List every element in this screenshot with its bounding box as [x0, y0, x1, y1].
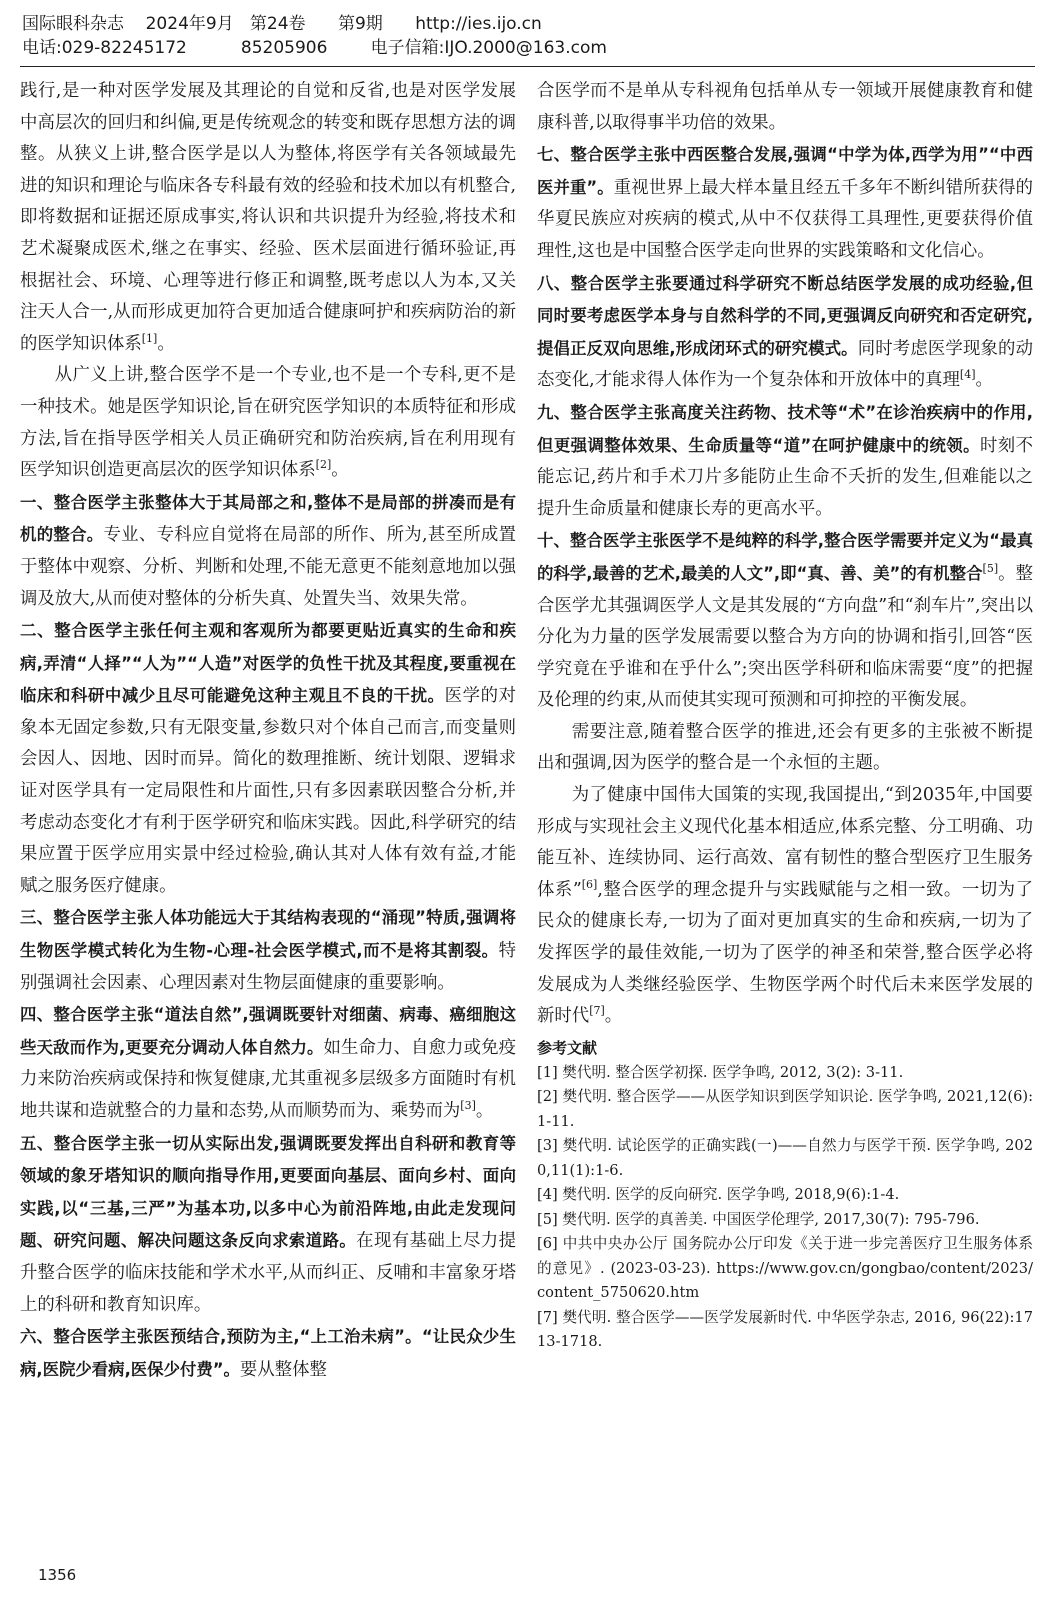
citation-2[interactable]: [2]: [315, 458, 332, 472]
principle-6: [20, 1321, 516, 1386]
note-paragraph: 需要注意,随着整合医学的推进,还会有更多的主张被不断提出和强调,因为医学的整合是一个永恒的主题。: [537, 721, 1033, 774]
principle-heading: 七、整合医学主张中西医整合发展,强调“中学为体,西学为用”“中西医并重”。: [537, 145, 1033, 197]
principle-10: [537, 525, 1033, 717]
principle-text: 在现有基础上尽力提升整合医学的临床技能和学术水平,从而纠正、反哺和丰富象牙塔上的科研和教育知识库。: [20, 1231, 516, 1315]
principle-heading: 八、整合医学主张要通过科学研究不断总结医学发展的成功经验,但同时要考虑医学本身与自然科学的不同,更强调反向研究和否定研究,提倡正反双向思维,形成闭环式的研究模式。: [537, 273, 1033, 358]
reference-item: [3] 樊代明. 试论医学的正确实践(一)——自然力与医学干预. 医学争鸣, 2020,11(1):1-6.: [537, 1137, 1033, 1179]
citation-1[interactable]: [1]: [141, 331, 158, 345]
principle-2: [20, 615, 516, 902]
page-number: 1356: [38, 1566, 77, 1584]
principle-4: [20, 999, 516, 1127]
paragraph-text: 从广义上讲,整合医学不是一个专业,也不是一个专科,更不是一种技术。她是医学知识论,旨在研究医学知识的本质特征和形成方法,旨在指导医学相关人员正确研究和防治疾病,旨在利用现有医学知识创造更高层次的医学知识体系: [20, 365, 516, 481]
principle-text: 。整合医学尤其强调医学人文是其发展的“方向盘”和“刹车片”,突出以分化为力量的医学发展需要以整合为方向的协调和指引,回答“医学究竟在乎谁和在乎什么”;突出医学科研和临床需要“度”的把握及伦理的约束,从而使其实现可预测和可抑控的平衡发展。: [537, 563, 1033, 711]
principle-heading: 三、整合医学主张人体功能远大于其结构表现的“涌现”特质,强调将生物医学模式转化为生物-心理-社会医学模式,而不是将其割裂。: [20, 908, 516, 961]
principle-heading: 四、整合医学主张“道法自然”,强调既要针对细菌、病毒、癌细胞这些天敌而作为,更要充分调动人体自然力。: [20, 1005, 516, 1057]
punctuation: 。: [475, 1101, 494, 1121]
narrow-sense-paragraph: [20, 76, 516, 360]
citation-4[interactable]: [4]: [959, 368, 976, 382]
punctuation: 。: [975, 370, 993, 391]
journal-header: [22, 12, 1032, 60]
paragraph-text: 为了健康中国伟大国策的实现,我国提出,“到2035年,中国要形成与实现社会主义现代化基本相适应,体系完整、分工明确、功能互补、连续协同、运行高效、富有韧性的整合型医疗卫生服务体系”: [537, 785, 1033, 900]
principle-heading: 五、整合医学主张一切从实际出发,强调既要发挥出自科研和教育等领域的象牙塔知识的顺向指导作用,更要面向基层、面向乡村、面向实践,以“三基,三严”为基本功,以多中心为前沿阵地,由此走发现问题、研究问题、解决问题这条反向求索道路。: [20, 1133, 516, 1251]
conclusion-paragraph: [537, 780, 1033, 1033]
principle-text: 要从整体整: [239, 1359, 327, 1380]
principle-5: [20, 1128, 516, 1322]
header-journal-line: 国际眼科杂志 2024年9月 第24卷 第9期 http://ies.ijo.cn: [22, 14, 542, 34]
principle-3: [20, 902, 516, 999]
principle-text: 如生命力、自愈力或免疫力来防治疾病或保持和恢复健康,尤其重视多层级多方面随时有机地共谋和造就整合的力量和态势,从而顺势而为、乘势而为: [20, 1037, 516, 1121]
principle-8: [537, 268, 1033, 397]
punctuation: 。: [604, 1006, 623, 1027]
principle-9: [537, 397, 1033, 525]
reference-item: [1] 樊代明. 整合医学初探. 医学争鸣, 2012, 3(2): 3-11.: [537, 1063, 904, 1081]
broad-sense-paragraph: [20, 360, 516, 486]
punctuation: 。: [331, 460, 349, 481]
paragraph-text: ,整合医学的理念提升与实践赋能与之相一致。一切为了民众的健康长寿,一切为了面对更加真实的生命和疾病,一切为了发挥医学的最佳效能,一切为了医学的神圣和荣誉,整合医学必将发展成为人类继经验医学、生物医学两个时代后未来医学发展的新时代: [537, 879, 1033, 1027]
principle-heading: 二、整合医学主张任何主观和客观所为都要更贴近真实的生命和疾病,弄清“人择”“人为”“人造”对医学的负性干扰及其程度,要重视在临床和科研中减少且尽可能避免这种主观且不良的干扰。: [20, 621, 516, 706]
left-column: [20, 76, 516, 1386]
principle-text: 重视世界上最大样本量且经五千多年不断纠错所获得的华夏民族应对疾病的模式,从中不仅获得工具理性,更要获得价值理性,这也是中国整合医学走向世界的实践策略和文化信心。: [537, 177, 1033, 261]
principle-text: 专业、专科应自觉将在局部的所作、所为,甚至所成置于整体中观察、分析、判断和处理,不能无意更不能刻意地加以强调及放大,从而使对整体的分析失真、处置失当、效果失常。: [20, 525, 517, 609]
principle-6-continued: 合医学而不是单从专科视角包括单从专一领域开展健康教育和健康科普,以取得事半功倍的效果。: [537, 81, 1033, 133]
principle-1: [20, 487, 516, 615]
reference-item: [5] 樊代明. 医学的真善美. 中国医学伦理学, 2017,30(7): 795-796.: [537, 1210, 980, 1228]
paragraph-text: 践行,是一种对医学发展及其理论的自觉和反省,也是对医学发展中高层次的回归和纠偏,更是传统观念的转变和既存思想方法的调整。从狭义上讲,整合医学是以人为整体,将医学有关各领域最先进的知识和理论与临床各专科最有效的经验和技术加以有机整合,即将数据和证据还原成事实,将认识和共识提升为经验,将技术和艺术凝聚成医术,继之在事实、经验、医术层面进行循环验证,再根据社会、环境、心理等进行修正和调整,既考虑以人为本,又关注天人合一,从而形成更加符合更加适合健康呵护和疾病防治的新的医学知识体系: [20, 81, 516, 354]
principle-text: 医学的对象本无固定参数,只有无限变量,参数只对个体自己而言,而变量则会因人、因地、因时而异。简化的数理推断、统计划限、逻辑求证对医学具有一定局限性和片面性,只有多因素联因整合分析,并考虑动态变化才有利于医学研究和临床实践。因此,科学研究的结果应置于医学应用实景中经过检验,确认其对人体有效有益,才能赋之服务医疗健康。: [20, 686, 516, 896]
reference-item: [7] 樊代明. 整合医学——医学发展新时代. 中华医学杂志, 2016, 96(22):1713-1718.: [537, 1308, 1033, 1351]
reference-item: [4] 樊代明. 医学的反向研究. 医学争鸣, 2018,9(6):1-4.: [537, 1186, 900, 1204]
citation-6[interactable]: [6]: [581, 878, 598, 892]
principle-heading: 九、整合医学主张高度关注药物、技术等“术”在诊治疾病中的作用,但更强调整体效果、生命质量等“道”在呵护健康中的统领。: [537, 402, 1033, 455]
punctuation: 。: [157, 333, 175, 354]
citation-7[interactable]: [7]: [589, 1004, 605, 1018]
principle-heading: 十、整合医学主张医学不是纯粹的科学,整合医学需要并定义为“最真的科学,最善的艺术,最美的人文”,即“真、善、美”的有机整合: [537, 531, 1033, 583]
citation-5[interactable]: [5]: [982, 562, 999, 576]
references-heading: 参考文献: [537, 1038, 598, 1057]
principle-heading: 六、整合医学主张医预结合,预防为主,“上工治未病”。“让民众少生病,医院少看病,医保少付费”。: [20, 1327, 516, 1379]
principle-heading: 一、整合医学主张整体大于其局部之和,整体不是局部的拼凑而是有机的整合。: [20, 492, 516, 545]
principle-text: 时刻不能忘记,药片和手术刀片多能防止生命不夭折的发生,但难能以之提升生命质量和健康长寿的更高水平。: [537, 435, 1033, 519]
reference-item: [2] 樊代明. 整合医学——从医学知识到医学知识论. 医学争鸣, 2021,12(6):1-11.: [537, 1088, 1033, 1130]
header-divider: [20, 66, 1035, 67]
right-column: [537, 76, 1033, 1355]
principle-text: 特别强调社会因素、心理因素对生物层面健康的重要影响。: [20, 941, 516, 993]
citation-3[interactable]: [3]: [460, 1099, 476, 1113]
principle-7: [537, 139, 1033, 267]
reference-item: [6] 中共中央办公厅 国务院办公厅印发《关于进一步完善医疗卫生服务体系的意见》. (2023-03-23). https://www.gov.cn/gongbao/content/2023/content_5750620.htm: [537, 1235, 1033, 1302]
header-contact-line: 电话:029-82245172 85205906 电子信箱:IJO.2000@163.com: [22, 38, 607, 58]
principle-text: 同时考虑医学现象的动态变化,才能求得人体作为一个复杂体和开放体中的真理: [537, 338, 1033, 391]
